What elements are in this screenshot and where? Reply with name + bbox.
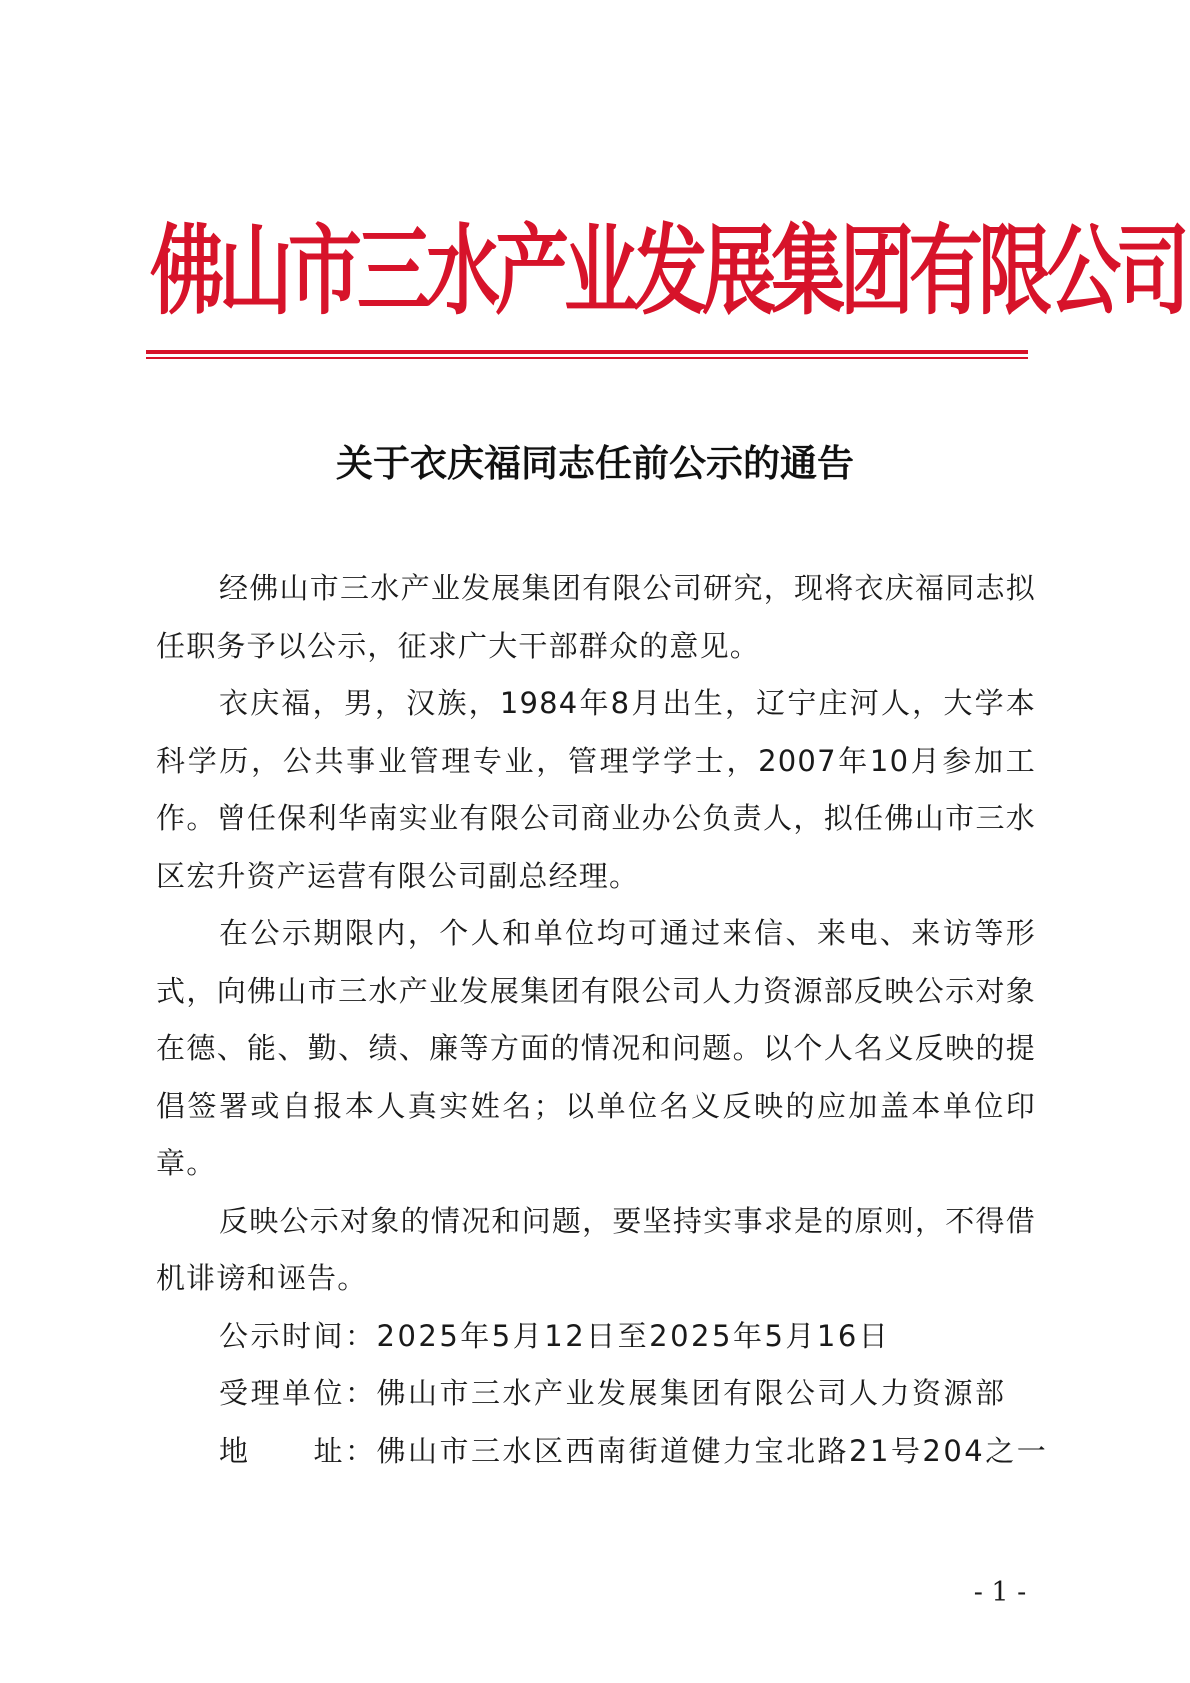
receiving-unit-line: 受理单位：佛山市三水产业发展集团有限公司人力资源部: [219, 1376, 1007, 1410]
notice-body: [156, 560, 1049, 1480]
masthead-rule-thick: [146, 350, 1028, 354]
page-number: - 1 -: [973, 1577, 1027, 1608]
paragraph-feedback-channels: 在公示期限内，个人和单位均可通过来信、来电、来访等形式，向佛山市三水产业发展集团有限公司人力资源部反映公示对象在德、能、勤、绩、廉等方面的情况和问题。以个人名义反映的提倡签署或自报本人真实姓名；以单位名义反映的应加盖本单位印章。: [156, 916, 1036, 1180]
address-line: 地 址：佛山市三水区西南街道健力宝北路21号204之一: [219, 1433, 1049, 1468]
paragraph-intro: 经佛山市三水产业发展集团有限公司研究，现将衣庆福同志拟任职务予以公示，征求广大干部群众的意见。: [156, 571, 1036, 663]
masthead-rule-thin: [146, 357, 1028, 359]
masthead-org-name: 佛山市三水产业发展集团有限公司: [150, 215, 1185, 329]
notice-title: 关于衣庆福同志任前公示的通告: [336, 441, 854, 485]
paragraph-candidate-profile: 衣庆福，男，汉族，1984年8月出生，辽宁庄河人，大学本科学历，公共事业管理专业，管理学学士，2007年10月参加工作。曾任保利华南实业有限公司商业办公负责人，拟任佛山市三水区宏升资产运营有限公司副总经理。: [156, 686, 1036, 893]
publicity-period-line: 公示时间：2025年5月12日至2025年5月16日: [219, 1318, 891, 1353]
paragraph-principle: 反映公示对象的情况和问题，要坚持实事求是的原则，不得借机诽谤和诬告。: [156, 1203, 1036, 1295]
